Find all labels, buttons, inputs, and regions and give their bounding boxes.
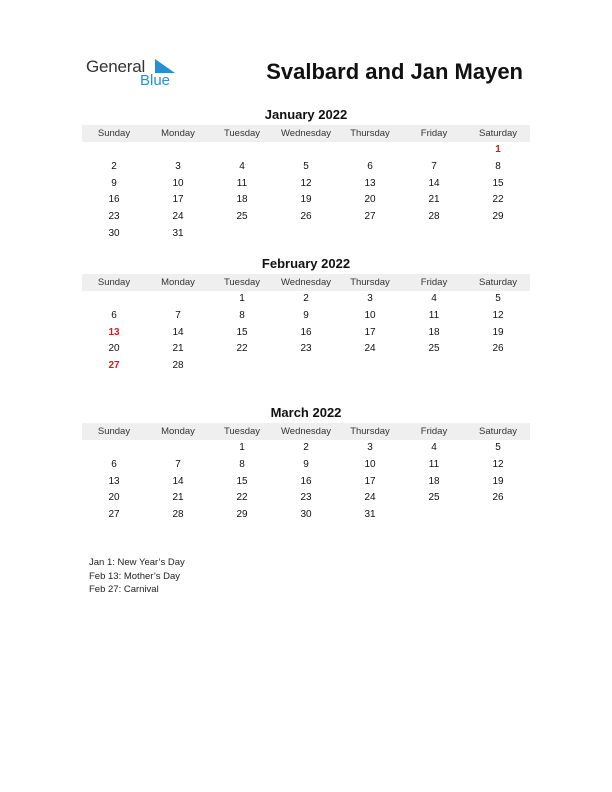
- week-row: [82, 524, 530, 541]
- day-cell: [338, 375, 402, 392]
- day-cell: 3: [367, 442, 373, 453]
- day-cell: [210, 142, 274, 159]
- weekday-label: Monday: [161, 426, 195, 437]
- weekday-label: Wednesday: [281, 277, 331, 288]
- day-cell: 21: [428, 194, 440, 206]
- day-cell: [210, 226, 274, 243]
- weekday-label: Saturday: [478, 426, 518, 437]
- day-cell: 19: [300, 194, 312, 206]
- day-cell: 25: [236, 211, 248, 223]
- day-cell: [338, 226, 402, 243]
- day-cell: [146, 524, 210, 541]
- day-cell: 29: [236, 509, 248, 521]
- day-cell: 14: [172, 326, 184, 338]
- weekday-label: Sunday: [97, 426, 131, 437]
- day-cell: 31: [172, 227, 184, 239]
- week-row: [82, 159, 530, 176]
- day-cell: 5: [303, 160, 309, 172]
- holiday-day-cell: 27: [108, 360, 120, 372]
- logo-general-text: General: [86, 57, 146, 76]
- day-cell: 5: [495, 442, 501, 453]
- day-cell: 31: [364, 509, 376, 521]
- day-cell: 6: [367, 160, 373, 172]
- day-cell: 29: [492, 211, 504, 223]
- week-row: [82, 474, 530, 491]
- day-cell: 26: [492, 343, 504, 355]
- day-cell: 26: [492, 492, 504, 504]
- day-cell: 21: [172, 492, 184, 504]
- weekday-label: Friday: [420, 128, 448, 139]
- day-grid: [82, 291, 530, 392]
- day-cell: 17: [364, 475, 376, 487]
- day-cell: 9: [303, 458, 309, 470]
- weekday-label: Saturday: [478, 128, 518, 139]
- day-grid: [82, 142, 530, 243]
- day-cell: 5: [495, 293, 501, 304]
- weekday-label: Monday: [161, 277, 195, 288]
- day-cell: [274, 524, 338, 541]
- day-cell: [274, 226, 338, 243]
- weekday-label: Friday: [420, 277, 448, 288]
- day-cell: 6: [111, 458, 117, 470]
- day-cell: 30: [300, 509, 312, 521]
- weekday-label: Thursday: [350, 128, 390, 139]
- logo-triangle-icon: [155, 59, 175, 73]
- day-cell: 25: [428, 492, 440, 504]
- day-cell: 11: [428, 309, 440, 321]
- day-cell: 23: [300, 492, 312, 504]
- week-row: [82, 457, 530, 474]
- day-cell: [82, 524, 146, 541]
- day-cell: 10: [364, 309, 376, 321]
- week-row: [82, 507, 530, 524]
- day-cell: 16: [300, 475, 312, 487]
- holiday-note: Feb 27: Carnival: [89, 584, 159, 595]
- day-cell: 15: [492, 177, 504, 189]
- day-cell: 28: [172, 360, 184, 372]
- day-cell: [402, 226, 466, 243]
- month-january: [82, 106, 530, 243]
- day-cell: 6: [111, 309, 117, 321]
- day-cell: 8: [495, 160, 501, 172]
- day-cell: [338, 524, 402, 541]
- day-cell: 12: [492, 309, 504, 321]
- day-cell: 28: [428, 211, 440, 223]
- weekday-label: Wednesday: [281, 128, 331, 139]
- weekday-label: Friday: [420, 426, 448, 437]
- day-cell: [82, 142, 146, 159]
- weekday-label: Thursday: [350, 426, 390, 437]
- day-cell: 11: [428, 458, 440, 470]
- holiday-note: Feb 13: Mother’s Day: [89, 570, 180, 582]
- day-cell: [210, 375, 274, 392]
- weekday-label: Thursday: [350, 277, 390, 288]
- day-cell: 2: [111, 160, 117, 172]
- day-cell: 27: [108, 509, 120, 521]
- day-cell: [210, 524, 274, 541]
- weekday-label: Tuesday: [223, 277, 261, 288]
- day-cell: [274, 375, 338, 392]
- day-cell: 22: [492, 194, 504, 206]
- day-cell: 15: [236, 475, 248, 487]
- weekday-label: Monday: [161, 128, 195, 139]
- weekday-label: Tuesday: [223, 426, 261, 437]
- day-cell: [82, 375, 146, 392]
- day-cell: [402, 358, 466, 375]
- weekday-label: Sunday: [97, 128, 131, 139]
- day-cell: 9: [303, 309, 309, 321]
- weekday-header: [82, 274, 530, 291]
- day-cell: [146, 142, 210, 159]
- week-row: [82, 176, 530, 193]
- day-cell: [146, 291, 210, 308]
- week-row: [82, 341, 530, 358]
- week-row: [82, 325, 530, 342]
- day-cell: 4: [431, 293, 437, 304]
- day-cell: [274, 142, 338, 159]
- day-cell: 17: [172, 194, 184, 206]
- month-february: [82, 255, 530, 392]
- day-cell: 10: [172, 177, 184, 189]
- day-cell: 19: [492, 475, 504, 487]
- day-cell: 4: [431, 442, 437, 453]
- day-cell: 3: [367, 293, 373, 304]
- day-grid: [82, 440, 530, 541]
- day-cell: 16: [108, 194, 120, 206]
- month-title: January 2022: [264, 107, 348, 122]
- logo-blue-text: Blue: [140, 72, 171, 89]
- weekday-label: Sunday: [97, 277, 131, 288]
- day-cell: [466, 226, 530, 243]
- holiday-note: Jan 1: New Year’s Day: [89, 557, 185, 568]
- week-row: [82, 440, 530, 457]
- day-cell: 22: [236, 343, 248, 355]
- month-title: February 2022: [261, 256, 351, 271]
- day-cell: [274, 358, 338, 375]
- month-march: [82, 404, 530, 541]
- day-cell: 16: [300, 326, 312, 338]
- day-cell: 23: [108, 211, 120, 223]
- day-cell: [402, 142, 466, 159]
- holiday-day-cell: 13: [108, 326, 120, 338]
- day-cell: [82, 440, 146, 457]
- day-cell: 20: [108, 492, 120, 504]
- day-cell: [466, 524, 530, 541]
- day-cell: 25: [428, 343, 440, 355]
- week-row: [82, 209, 530, 226]
- day-cell: 24: [364, 343, 376, 355]
- day-cell: 7: [431, 160, 437, 172]
- week-row: [82, 308, 530, 325]
- week-row: [82, 142, 530, 159]
- day-cell: 2: [303, 442, 309, 453]
- day-cell: 28: [172, 509, 184, 521]
- day-cell: 10: [364, 458, 376, 470]
- day-cell: 12: [300, 177, 312, 189]
- day-cell: 13: [364, 177, 376, 189]
- day-cell: 8: [239, 309, 245, 321]
- weekday-label: Saturday: [478, 277, 518, 288]
- day-cell: 22: [236, 492, 248, 504]
- holiday-notes: [89, 556, 185, 597]
- day-cell: [466, 358, 530, 375]
- month-title: March 2022: [270, 405, 342, 420]
- week-row: [82, 358, 530, 375]
- day-cell: 18: [428, 326, 440, 338]
- day-cell: 14: [172, 475, 184, 487]
- week-row: [82, 226, 530, 243]
- day-cell: 15: [236, 326, 248, 338]
- day-cell: 2: [303, 293, 309, 304]
- day-cell: [402, 524, 466, 541]
- day-cell: 7: [175, 309, 181, 321]
- day-cell: [146, 440, 210, 457]
- day-cell: [82, 291, 146, 308]
- day-cell: 27: [364, 211, 376, 223]
- day-cell: 21: [172, 343, 184, 355]
- day-cell: 20: [364, 194, 376, 206]
- day-cell: 20: [108, 343, 120, 355]
- day-cell: [402, 507, 466, 524]
- holiday-day-cell: 1: [495, 144, 501, 155]
- weekday-label: Tuesday: [223, 128, 261, 139]
- day-cell: 24: [172, 211, 184, 223]
- day-cell: [466, 375, 530, 392]
- day-cell: [338, 358, 402, 375]
- day-cell: 24: [364, 492, 376, 504]
- day-cell: 12: [492, 458, 504, 470]
- day-cell: 8: [239, 458, 245, 470]
- day-cell: 30: [108, 227, 120, 239]
- week-row: [82, 291, 530, 308]
- day-cell: 18: [428, 475, 440, 487]
- day-cell: 3: [175, 160, 181, 172]
- day-cell: [338, 142, 402, 159]
- day-cell: [210, 358, 274, 375]
- day-cell: 11: [236, 177, 248, 189]
- day-cell: 17: [364, 326, 376, 338]
- page-title: Svalbard and Jan Mayen: [266, 59, 523, 84]
- weekday-label: Wednesday: [281, 426, 331, 437]
- day-cell: 9: [111, 177, 117, 189]
- day-cell: [402, 375, 466, 392]
- day-cell: [466, 507, 530, 524]
- day-cell: 1: [239, 442, 245, 453]
- day-cell: 23: [300, 343, 312, 355]
- week-row: [82, 490, 530, 507]
- day-cell: [146, 375, 210, 392]
- day-cell: 19: [492, 326, 504, 338]
- week-row: [82, 192, 530, 209]
- day-cell: 26: [300, 211, 312, 223]
- weekday-header: [82, 423, 530, 440]
- day-cell: 18: [236, 194, 248, 206]
- day-cell: 14: [428, 177, 440, 189]
- day-cell: 1: [239, 293, 245, 304]
- day-cell: 13: [108, 475, 120, 487]
- week-row: [82, 375, 530, 392]
- day-cell: 7: [175, 458, 181, 470]
- day-cell: 4: [239, 160, 245, 172]
- generalblue-logo: [86, 56, 186, 92]
- weekday-header: [82, 125, 530, 142]
